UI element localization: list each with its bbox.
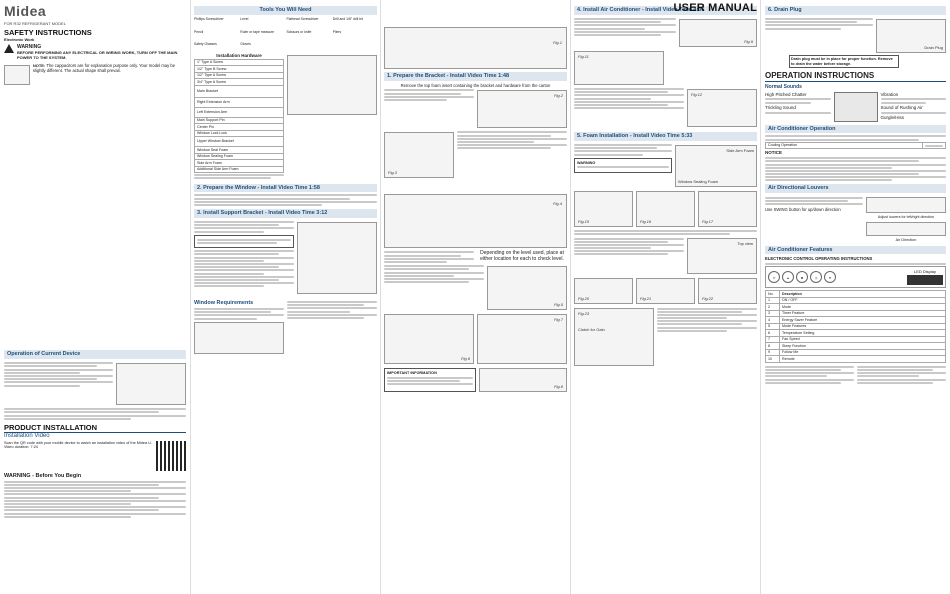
- fig11-diagram: [574, 51, 664, 85]
- blank-area: [4, 87, 186, 347]
- fig8-label: Fig.8: [554, 384, 563, 390]
- prepare-window-title: 2. Prepare the Window - Install Video Time 1:58: [194, 184, 377, 193]
- feature-row: Mode Features: [780, 323, 946, 330]
- foam-step2: [574, 236, 757, 276]
- tool-item: Level: [240, 16, 249, 21]
- hw-row: 1/2" Type B Screw: [195, 66, 284, 73]
- fig16-diagram-b: [636, 191, 695, 227]
- fig1-bracket: [287, 55, 377, 115]
- fig15-label: Fig.15: [578, 218, 590, 224]
- step1-continue: [384, 130, 567, 180]
- fig22-label: Fig.22: [702, 296, 714, 302]
- hw-row: Window Seal Foam: [195, 147, 284, 154]
- step4-title: 4. Install Air Conditioner - Install Video Time 4:36: [574, 6, 757, 15]
- step1-block: [384, 88, 567, 130]
- hw-row: Window Sealing Foam: [195, 153, 284, 160]
- step1-subtitle: Remove the top foam insert containing the bracket and hardware from the carton: [400, 82, 551, 88]
- hw-row: 1" Type A Screw: [195, 59, 284, 66]
- tool-item: Safety Glasses: [194, 42, 217, 47]
- window-req-block: [194, 300, 377, 356]
- louvers-title: Air Directional Louvers: [765, 184, 946, 193]
- safety-title: SAFETY INSTRUCTIONS: [4, 27, 92, 37]
- bottom-figs: [384, 312, 567, 366]
- fig3-diagram: [384, 132, 454, 178]
- video-duration: Video duration: 7:24: [4, 445, 38, 450]
- elec-title: ELECTRONIC CONTROL OPERATING INSTRUCTIONS: [765, 256, 873, 262]
- drain-note: Drain plug must be in place for proper function. Remove to drain the water before storage.: [789, 55, 899, 68]
- sounds-block: [765, 92, 946, 122]
- manual-title: USER MANUAL: [673, 2, 757, 14]
- feature-row: Follow Me: [780, 349, 946, 356]
- notice-label: NOTICE: [765, 150, 783, 156]
- final-block: [574, 306, 757, 368]
- hardware-title: Installation Hardware: [216, 52, 262, 58]
- video-block: [4, 441, 186, 471]
- led-screen: [907, 275, 943, 285]
- fig12-label: Fig.12: [691, 91, 703, 97]
- fig-support-diagram: [297, 222, 377, 294]
- column-safety: [0, 0, 190, 594]
- mode-button[interactable]: ▲: [782, 271, 794, 283]
- normal-sounds-title: Normal Sounds: [765, 84, 802, 91]
- bottom-figs-2: [384, 366, 567, 394]
- important-title: IMPORTANT INFORMATION: [387, 371, 437, 376]
- led-label: LED Display: [913, 269, 936, 275]
- hw-row: Main Bracket: [195, 85, 284, 97]
- ac-operation-title: Air Conditioner Operation: [765, 125, 946, 134]
- tool-item: Drill and 1/8" drill bit: [332, 16, 363, 21]
- installation-video-title: Installation Video: [4, 433, 50, 440]
- level-block: [384, 250, 567, 264]
- column-tools: [190, 0, 380, 594]
- feature-row: Temperature Setting: [780, 330, 946, 337]
- electronic-work-label: Electronic Work: [4, 36, 35, 42]
- fig22-diagram: [698, 278, 757, 304]
- support-install-diagram: [384, 194, 567, 248]
- capacitor-note: [4, 63, 186, 87]
- before-begin-title: WARNING - Before You Begin: [4, 472, 82, 479]
- control-panel: [765, 266, 946, 288]
- fig1-diagram: [384, 27, 567, 69]
- feature-row: ON / OFF: [780, 297, 946, 304]
- louvers-block: [765, 195, 946, 242]
- fig21-diagram: [636, 278, 695, 304]
- cooling-table: [765, 142, 946, 150]
- warning-box: [194, 235, 294, 249]
- fig20-diagram: [574, 278, 633, 304]
- current-device-block: [4, 361, 186, 407]
- fig6-diagram: [384, 314, 474, 364]
- sound-item: Sound of Rushing Air: [880, 104, 923, 110]
- foam-warning-label: WARNING: [577, 160, 596, 165]
- tools-grid: [194, 17, 377, 53]
- panel-buttons: [768, 271, 904, 283]
- adjust-lr-label: Adjust louvers for left/right direction: [877, 215, 935, 220]
- warning-icon: [4, 44, 14, 53]
- feature-row: Sleep Function: [780, 343, 946, 350]
- hardware-table: [194, 59, 284, 174]
- operation-title: OPERATION INSTRUCTIONS: [765, 71, 946, 82]
- note-text: The cappacitors are for explanation purpose only. Your model may be slightly different. The actual shape shall prevail.: [32, 63, 176, 74]
- fig9-label: Fig.9: [744, 38, 753, 44]
- louver-diagram: [866, 197, 946, 213]
- col-no: No.: [766, 291, 780, 298]
- led-display: [907, 269, 943, 285]
- fig7-diagram: [477, 314, 567, 364]
- tools-title: Tools You Will Need: [194, 6, 377, 15]
- fig5-label: Fig.5: [554, 302, 563, 308]
- hw-row: Window Lock Lock: [195, 130, 284, 137]
- feature-row: Energy Saver Feature: [780, 317, 946, 324]
- column-bracket: [380, 0, 570, 594]
- fig2-diagram: [477, 90, 567, 128]
- features-text: [765, 365, 946, 385]
- fig21-label: Fig.21: [640, 296, 652, 302]
- support-block: [194, 220, 377, 296]
- fig1-label: Fig.1: [553, 40, 562, 45]
- desc-header: Description: [780, 291, 946, 298]
- tool-item: Ruler or tape measure: [240, 29, 274, 34]
- foam-figs: [574, 189, 757, 229]
- side-arm-label: Side Arm Foam: [726, 147, 754, 153]
- fig17-label: Fig.17: [702, 218, 714, 224]
- sound-item: High Pitched Chatter: [765, 91, 807, 97]
- power-icon[interactable]: ⏻: [768, 271, 780, 283]
- fig23-diagram: [574, 308, 654, 366]
- sound-item: Vibration: [880, 91, 899, 97]
- hw-row: 1/2" Type A Screw: [195, 72, 284, 79]
- ac-unit-image: [834, 92, 878, 122]
- air-direction-diagram: [866, 222, 946, 236]
- plug-diagram: [116, 363, 186, 405]
- cooling-label: Cooling Operation: [766, 142, 923, 149]
- support-bracket-title: 3. Install Support Bracket - Install Video Time 3:12: [194, 209, 377, 218]
- qr-code-icon[interactable]: [156, 441, 186, 471]
- fig20-label: Fig.20: [578, 296, 590, 302]
- hw-row: Left Extension Arm: [195, 107, 284, 117]
- hardware-section: [194, 53, 377, 181]
- feature-row: Remote: [780, 356, 946, 363]
- tool-item: Scissors or knife: [286, 29, 312, 34]
- fig2-label: Fig.2: [554, 93, 563, 99]
- step4b: [574, 87, 757, 129]
- capacitor-diagram: [4, 65, 30, 85]
- hw-row: Side Arm Foam: [195, 160, 284, 167]
- fig9-diagram: [679, 19, 757, 47]
- fig3-label: Fig.3: [388, 170, 397, 176]
- tool-item: Phillips Screwdriver: [194, 16, 224, 21]
- features-title: Air Conditioner Features: [765, 246, 946, 255]
- hw-row: Main Support Pin: [195, 117, 284, 124]
- fig6-label: Fig.6: [461, 356, 470, 362]
- feature-table: No. Description 1 ON / OFF 2 Mode 3 Timer Feature 4 Energy Saver Feature 5 Mode Features 6 Temperature Setting 7 Fan Speed 8 Sleep Function 9 Follow Me 10 Remote: [765, 290, 946, 363]
- hw-row: Right Extension Arm: [195, 97, 284, 107]
- hw-row: Center Pin: [195, 124, 284, 131]
- step1-title: 1. Prepare the Bracket - Install Video Time 1:48: [384, 72, 567, 81]
- fig7-label: Fig.7: [554, 317, 563, 323]
- tool-item: Pliers: [332, 29, 342, 34]
- air-direction-label: Air Direction: [895, 237, 917, 242]
- warning-row: [4, 44, 186, 60]
- tool-item: Flathead Screwdriver: [286, 16, 319, 21]
- feature-row: Fan Speed: [780, 336, 946, 343]
- down-button[interactable]: ▼: [824, 271, 836, 283]
- drain-block: [765, 17, 946, 55]
- fig23-label: Fig.23: [578, 311, 590, 317]
- brand-logo: Midea: [4, 3, 47, 19]
- foam-block: [574, 143, 757, 189]
- fig15-diagram: [574, 191, 633, 227]
- clutch-label: Clutch for Gain: [578, 327, 605, 333]
- timer-icon[interactable]: ◷: [810, 271, 822, 283]
- tool-item: Gloves: [240, 42, 251, 47]
- warning-label: WARNING: [17, 43, 42, 50]
- step4-block: [574, 17, 757, 49]
- step5-title: 5. Foam Installation - Install Video Time 5:33: [574, 132, 757, 141]
- fig17-diagram: [698, 191, 757, 227]
- window-req-title: Window Requirements: [194, 299, 254, 306]
- drain-plug-diagram: [876, 19, 946, 53]
- sound-item: Gurgle/Hiss: [880, 114, 905, 120]
- fig11-label: Fig.11: [578, 53, 589, 59]
- window-seal-label: Window Sealing Foam: [678, 178, 719, 184]
- column-install: [570, 0, 760, 594]
- product-installation-title: PRODUCT INSTALLATION: [4, 423, 186, 433]
- feature-row: Mode: [780, 304, 946, 311]
- window-diagram: [194, 322, 284, 354]
- fig5-diagram: [487, 266, 567, 310]
- feature-row: Timer Feature: [780, 310, 946, 317]
- scan-text: Scan the QR code with your mobile device to watch an installation video of the Midea U.: [4, 440, 152, 445]
- hw-row: Upper Window Bracket: [195, 137, 284, 147]
- top-view-label: Top view: [737, 241, 753, 247]
- drain-plug-label: Drain Plug: [924, 44, 943, 50]
- depending-note: Depending on the level used, place at either location for each to check level.: [480, 250, 564, 263]
- drain-title: 6. Drain Plug: [765, 6, 946, 15]
- hw-row: 3/4" Type A Screw: [195, 79, 284, 86]
- fan-icon[interactable]: ✱: [796, 271, 808, 283]
- fig4-label: Fig.4: [553, 201, 562, 207]
- swing-text: Use SWING button for up/down direction: [765, 206, 841, 212]
- tool-item: Pencil: [194, 29, 204, 34]
- model-text: FOR R32 REFRIGERANT MODEL: [4, 20, 66, 26]
- fig5-block: [384, 264, 567, 312]
- important-info-box: [384, 368, 476, 392]
- note-label: NOTE:: [32, 63, 46, 69]
- sound-item: Trickling Sound: [765, 104, 796, 110]
- operation-current-device-title: Operation of Current Device: [4, 350, 186, 359]
- warning-text: BEFORE PERFORMING ANY ELECTRICAL OR WIRING WORK, TURN OFF THE MAIN POWER TO THE SYSTEM.: [17, 50, 178, 61]
- foam-warning: [574, 158, 672, 173]
- hw-row: Additional Side Arm Foam: [195, 166, 284, 173]
- fig16-label: Fig.16: [640, 218, 652, 224]
- fig16-diagram: [675, 145, 757, 187]
- fig8-diagram: [479, 368, 567, 392]
- foam-figs-2: [574, 276, 757, 306]
- cooling-value: [922, 142, 945, 149]
- fig12-diagram: [687, 89, 757, 127]
- top-view-diagram: [687, 238, 757, 274]
